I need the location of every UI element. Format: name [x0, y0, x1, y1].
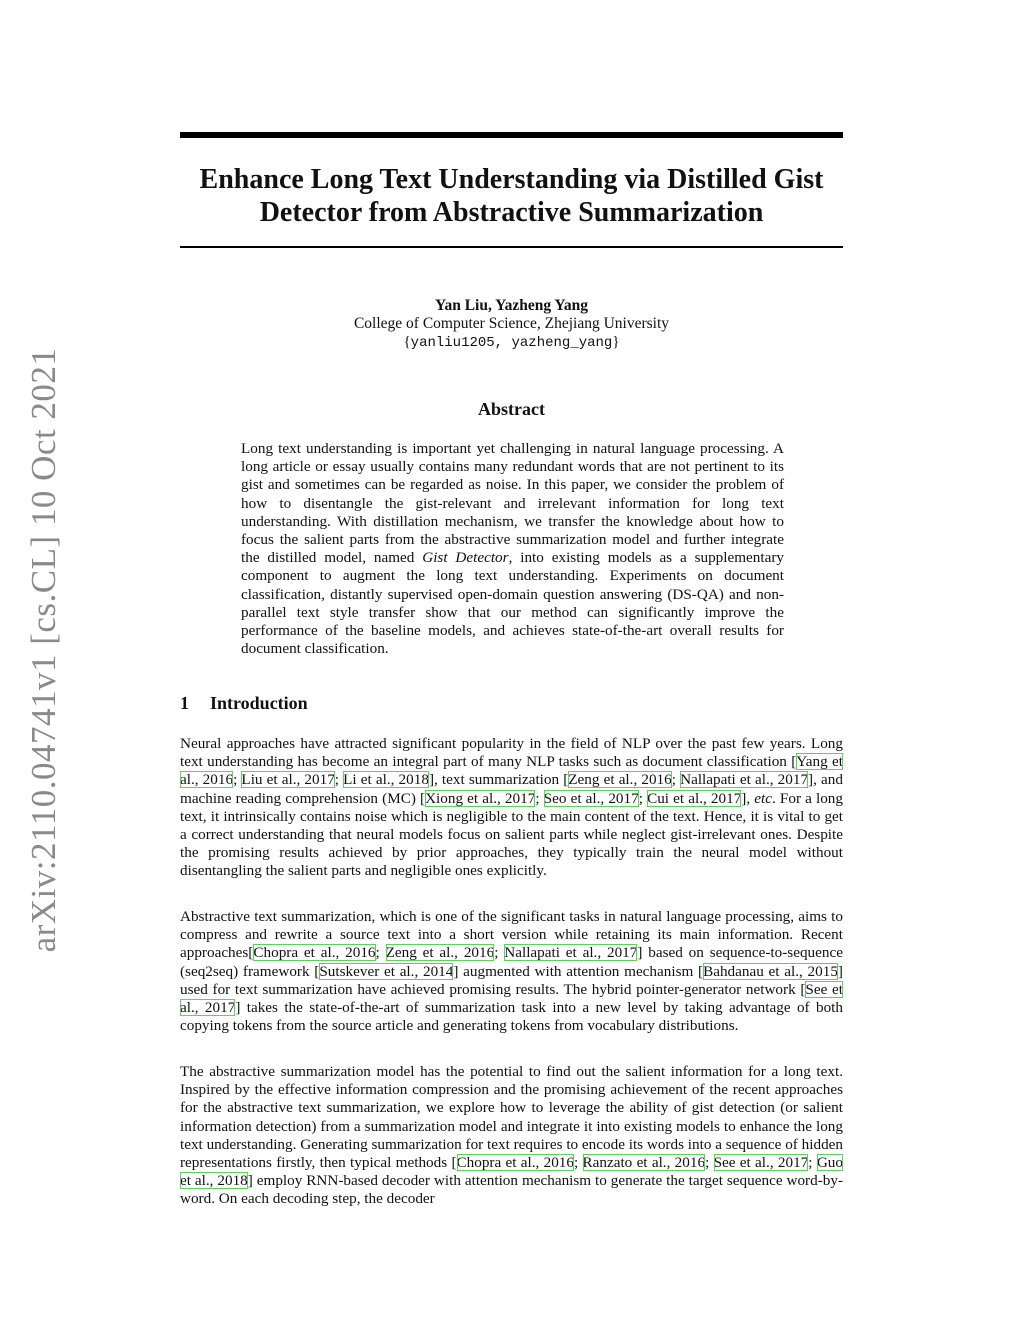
text-span: ;: [671, 771, 681, 789]
abstract-text-1: Long text understanding is important yet challenging in natural language processing. A long article or essay usually contains many redundant words that are not pertinent to its gist and sometimes can be regarded as noise. In this paper, we consider the problem of how to disentangle the gist-relevant and irrelevant information for long text understanding. With distillation mechanism, we transfer the knowledge about how to focus the salient parts from the abstractive summarization model and further integrate the distilled model, named: [241, 440, 784, 567]
author-emails: [180, 333, 843, 353]
citation-link[interactable]: Ranzato et al., 2016: [582, 1154, 706, 1172]
text-span: ;: [233, 771, 242, 789]
section-heading-introduction: [180, 692, 308, 714]
title-line-2: Detector from Abstractive Summarization: [259, 197, 764, 228]
abstract-body: [241, 440, 784, 658]
arxiv-identifier: arXiv:2110.04741v1 [cs.CL] 10 Oct 2021: [24, 347, 63, 953]
text-span: . For a long text, it intrinsically contains noise which is negligible to the main content of the text. Hence, it is vital to get a correct understanding that neural models focus on salient parts while neglect gist-irrelevant ones. Despite the promising results achieved by prior approaches, they typically train the neural model without disentangling the salient parts and negligible ones explicitly.: [180, 789, 843, 880]
citation-link[interactable]: Li et al., 2018: [343, 771, 429, 789]
citation-link[interactable]: Bahdanau et al., 2015: [703, 962, 838, 980]
text-span: ;: [375, 944, 386, 962]
section-title: Introduction: [210, 693, 308, 713]
emails-text: yanliu1205, yazheng_yang: [410, 335, 613, 351]
citation-link[interactable]: Xiong et al., 2017: [425, 789, 536, 807]
citation-link[interactable]: Nallapati et al., 2017: [504, 944, 638, 962]
paper-title: [180, 163, 843, 229]
citation-link[interactable]: Liu et al., 2017: [241, 771, 335, 789]
title-line-1: Enhance Long Text Understanding via Distilled Gist: [199, 164, 824, 195]
emails-brace-open: {: [403, 334, 411, 350]
abstract-text-2: , into existing models as a supplementary component to augment the long text understanding. Experiments on document classification, distantly supervised open-domain question answering (DS-QA) and non-parallel text style transfer show that our method can significantly improve the performance of the baseline models, and achieves state-of-the-art overall results for document classification.: [241, 549, 784, 658]
citation-link[interactable]: Guo et al., 2018: [180, 1154, 843, 1190]
text-span: ] augmented with attention mechanism [: [453, 962, 704, 980]
text-span: ] based on sequence-to-sequence (seq2seq) framework [: [180, 944, 843, 980]
title-bottom-rule: [180, 246, 843, 248]
citation-link[interactable]: Sutskever et al., 2014: [319, 962, 454, 980]
text-span: ] takes the state-of-the-art of summarization task into a new level by taking advantage of both copying tokens from the source article and generating tokens from vocabulary distributions.: [180, 999, 843, 1035]
text-span: ], and machine reading comprehension (MC) [: [180, 771, 843, 807]
citation-link[interactable]: Chopra et al., 2016: [456, 1154, 574, 1172]
intro-paragraph-1: [180, 735, 843, 881]
citation-link[interactable]: Zeng et al., 2016: [385, 944, 495, 962]
emails-brace-close: }: [612, 334, 620, 350]
citation-link[interactable]: See et al., 2017: [713, 1154, 809, 1172]
text-span: ;: [535, 789, 544, 807]
author-names: Yan Liu, Yazheng Yang: [434, 297, 589, 314]
text-span: ] used for text summarization have achieved promising results. The hybrid pointer-generator network [: [180, 962, 843, 998]
text-span: ;: [638, 789, 648, 807]
text-span: ;: [808, 1154, 817, 1172]
citation-link[interactable]: Nallapati et al., 2017: [680, 771, 809, 789]
citation-link[interactable]: Zeng et al., 2016: [568, 771, 672, 789]
intro-paragraph-3: [180, 1063, 843, 1209]
text-span: ], text summarization [: [428, 771, 569, 789]
text-span: ;: [494, 944, 505, 962]
text-span: ;: [574, 1154, 583, 1172]
text-span: Abstractive text summarization, which is one of the significant tasks in natural language processing, aims to compress and rewrite a source text into a short version while retaining its main information. Recent approaches[: [180, 908, 843, 962]
text-span: ],: [741, 789, 755, 807]
text-span: ;: [334, 771, 344, 789]
citation-link[interactable]: See et al., 2017: [180, 980, 843, 1017]
abstract-heading: Abstract: [478, 399, 545, 419]
author-affiliation: College of Computer Science, Zhejiang University: [353, 315, 670, 332]
text-span: Neural approaches have attracted significant popularity in the field of NLP over the past few years. Long text understanding has become an integral part of many NLP tasks such as document classification [: [180, 735, 843, 771]
citation-link[interactable]: Chopra et al., 2016: [253, 944, 376, 962]
abstract-gist-detector: Gist Detector: [422, 549, 509, 567]
etc-italic: etc: [754, 789, 772, 807]
intro-paragraph-2: [180, 908, 843, 1035]
text-span: ] employ RNN-based decoder with attention mechanism to generate the target sequence word-by-word. On each decoding step, the decoder: [180, 1172, 844, 1208]
title-top-rule: [180, 132, 843, 138]
citation-link[interactable]: Yang et al., 2016: [180, 753, 843, 789]
citation-link[interactable]: Cui et al., 2017: [647, 789, 742, 807]
text-span: ;: [705, 1154, 714, 1172]
section-number: 1: [180, 693, 189, 713]
citation-link[interactable]: Seo et al., 2017: [543, 789, 639, 807]
text-span: The abstractive summarization model has the potential to find out the salient information for a long text. Inspired by the effective information compression and the promising achievement of the recent approaches for the abstractive text summarization, we explore how to leverage the ability of gist detection (or salient information detection) from a summarization model and integrate it into existing models to enhance the long text understanding. Generating summarization for text requires to encode its words into a sequence of hidden representations firstly, then typical methods [: [180, 1063, 843, 1172]
